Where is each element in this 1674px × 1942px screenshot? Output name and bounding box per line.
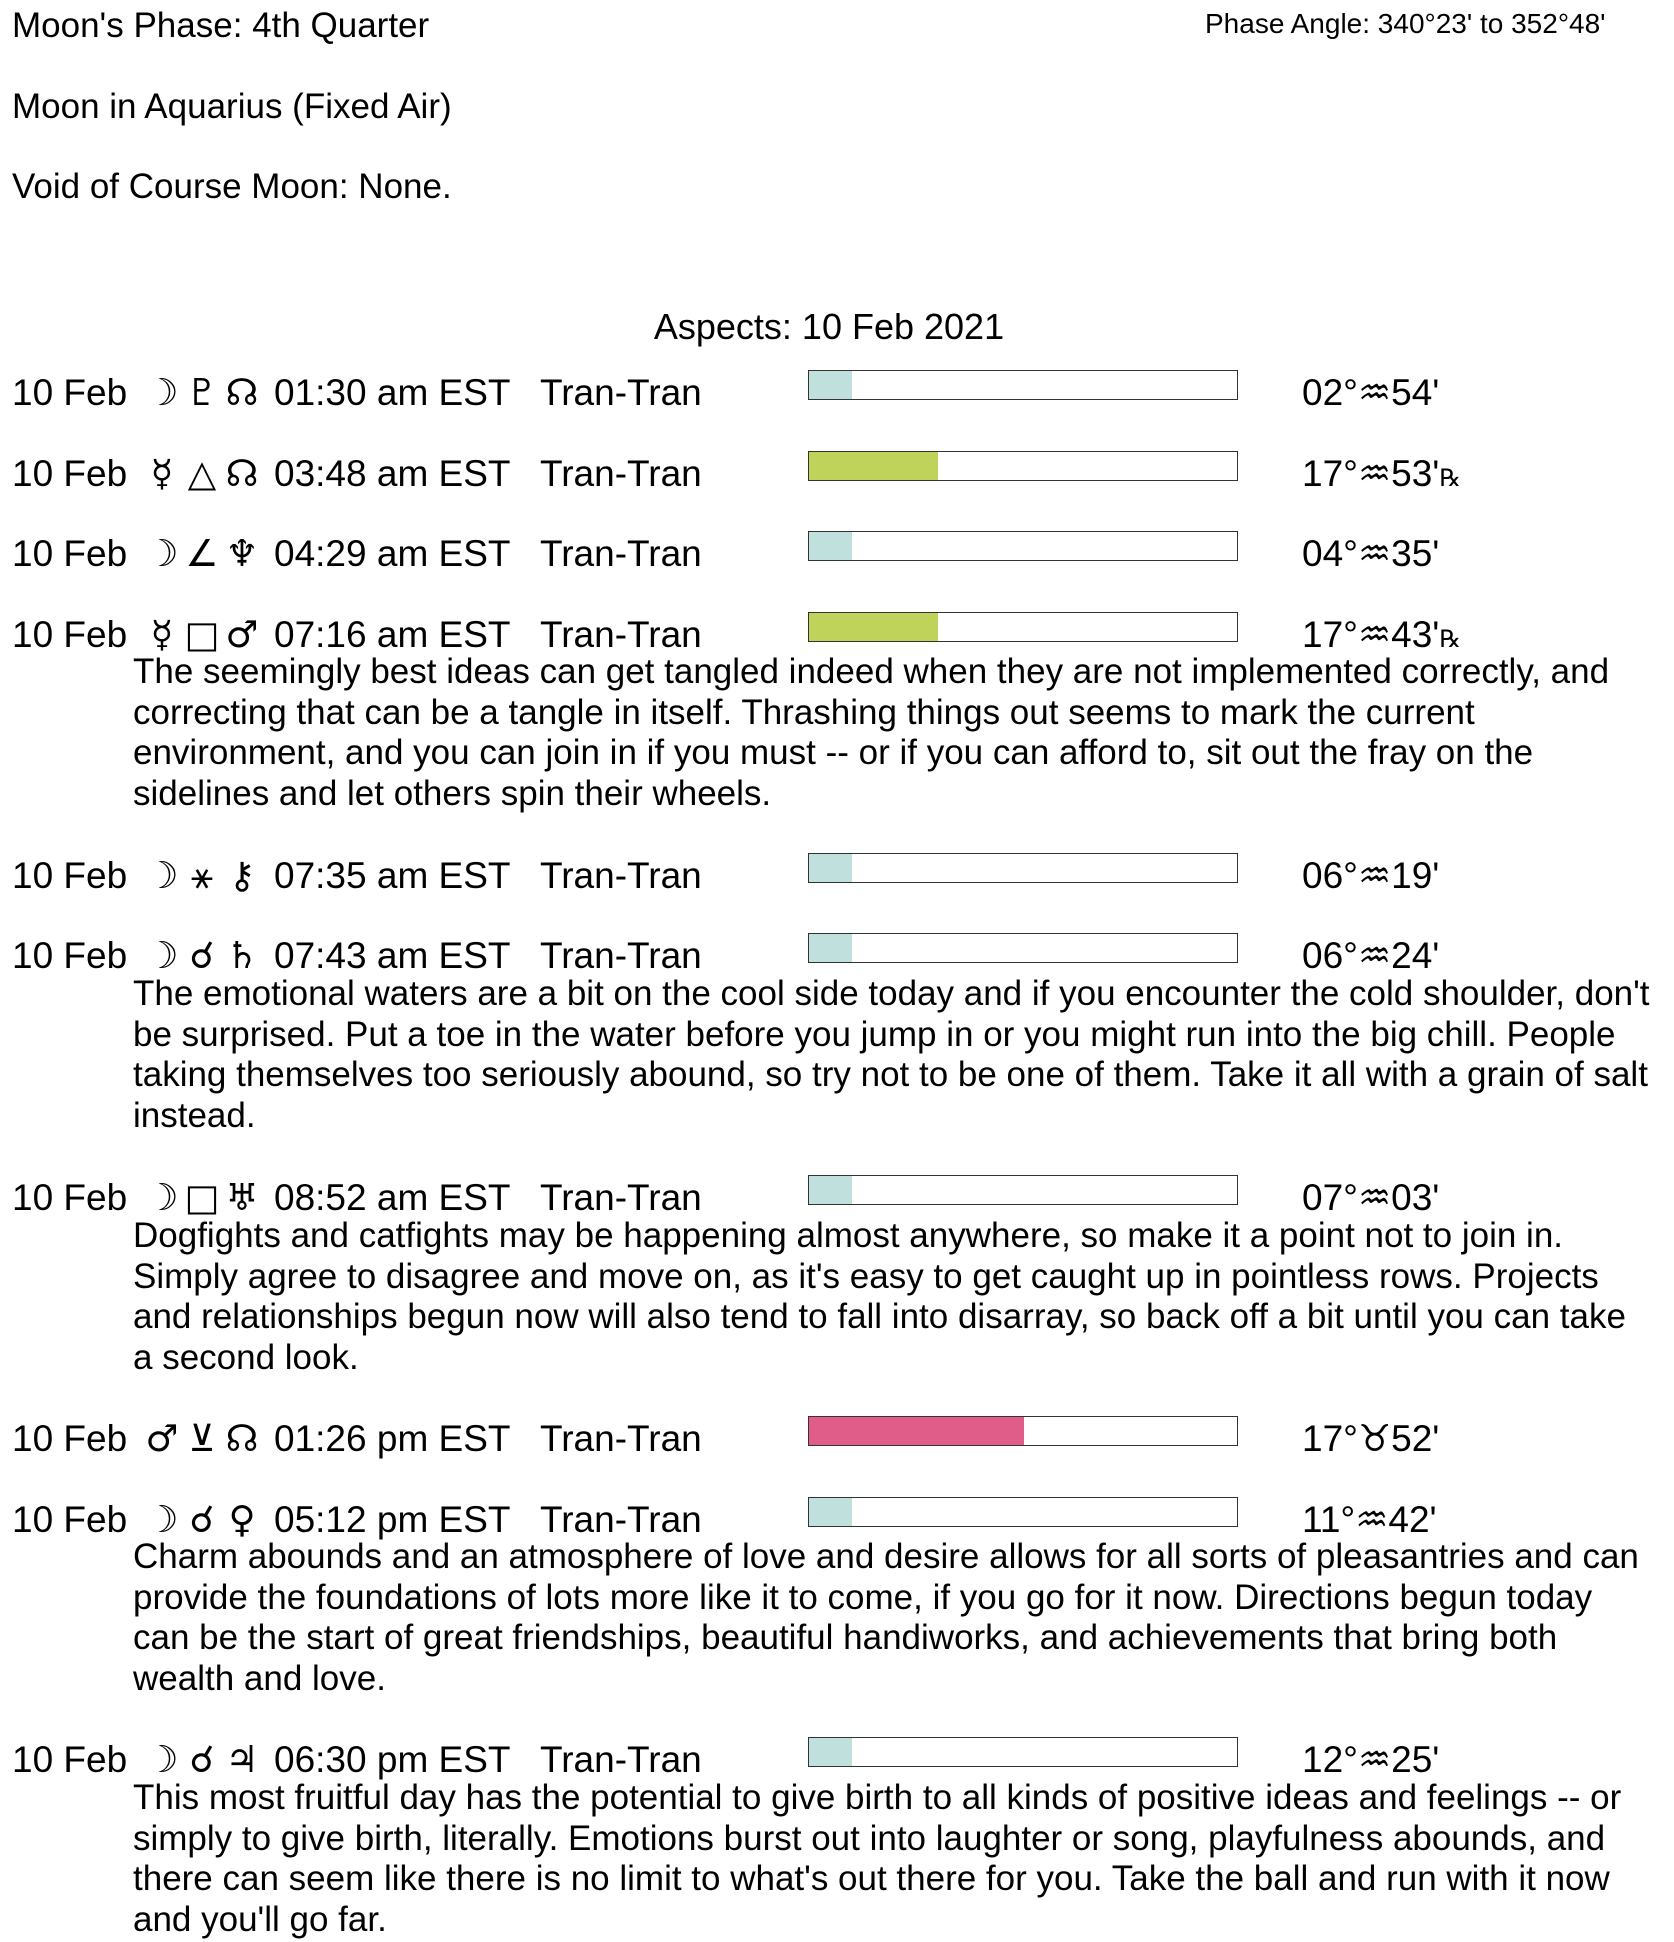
strength-bar [808,370,1238,400]
aspect-date: 10 Feb [12,453,128,494]
strength-bar-fill [809,1176,852,1204]
aspect-position [1302,1737,1439,1783]
aspect-date: 10 Feb [12,1499,128,1540]
aspect-glyphs [142,1416,268,1462]
strength-bar-fill [809,1498,852,1526]
strength-bar [808,612,1238,642]
position-text: 17°♒53' [1302,453,1440,494]
strength-bar-fill [809,613,938,641]
strength-bar [808,933,1238,963]
natal-planet-icon: ☊ [225,452,259,495]
aspect-time: 01:30 am EST [274,372,511,413]
strength-bar-fill [809,371,852,399]
aspect-time: 05:12 pm EST [274,1499,511,1540]
aspects-title: Aspects: 10 Feb 2021 [653,306,1005,347]
position-text: 12°♒25' [1302,1739,1440,1780]
aspect-symbol-icon: ☌ [189,934,215,977]
natal-planet-icon: ☊ [225,1417,259,1460]
aspect-position [1302,451,1461,501]
aspect-symbol-icon: □ [184,613,220,656]
strength-bar [808,1175,1238,1205]
strength-bar [808,1737,1238,1767]
aspect-glyphs [142,933,268,979]
aspect-position [1302,853,1439,899]
aspect-type: Tran-Tran [540,935,702,976]
aspect-symbol-icon: ♇ [185,371,219,414]
aspect-type: Tran-Tran [540,372,702,413]
natal-planet-icon: ♆ [225,532,259,575]
aspect-glyphs [142,853,268,899]
aspect-description: The seemingly best ideas can get tangled indeed when they are not implemented correctly, and correcting that can be a tangle in itself. Thrashing things out seems to mark the current environment, and you can join in if you must -- or if you can afford to, sit out the fray on the sidelines and let others spin their wheels. [133,652,1610,813]
strength-bar-fill [809,854,852,882]
strength-bar-fill [809,1738,852,1766]
aspect-type: Tran-Tran [540,1177,702,1218]
aspect-time: 04:29 am EST [274,533,511,574]
aspect-glyphs [142,1737,268,1783]
aspect-type: Tran-Tran [540,533,702,574]
aspect-symbol-icon: ∠ [185,532,219,575]
position-text: 04°♒35' [1302,533,1440,574]
transit-planet-icon: ♂ [145,1417,179,1460]
aspect-time: 08:52 am EST [274,1177,511,1218]
aspect-position [1302,933,1439,979]
strength-bar [808,451,1238,481]
aspect-type: Tran-Tran [540,614,702,655]
position-text: 06°♒19' [1302,855,1440,896]
transit-planet-icon: ☽ [145,371,179,414]
transit-planet-icon: ☽ [145,854,179,897]
aspect-description: This most fruitful day has the potential to give birth to all kinds of positive ideas and feelings -- or simply to give birth, literally. Emotions burst out into laughter or song, playfulness abounds, and there can seem like there is no limit to what's out there for you. Take the ball and run with it now and you'll go far. [133,1778,1622,1939]
strength-bar-fill [809,452,938,480]
aspect-description: The emotional waters are a bit on the cool side today and if you encounter the cold shoulder, don't be surprised. Put a toe in the water before you jump in or you might run into the big chill. People taking themselves too seriously abound, so try not to be one of them. Take it all with a grain of salt instead. [133,974,1650,1135]
transit-planet-icon: ☽ [145,532,179,575]
aspect-position [1302,370,1439,416]
transit-planet-icon: ☿ [150,452,174,495]
natal-planet-icon: ☊ [225,371,259,414]
aspect-type: Tran-Tran [540,1739,702,1780]
aspect-description: Charm abounds and an atmosphere of love and desire allows for all sorts of pleasantries and can provide the foundations of lots more like it to come, if you go for it now. Directions begun today can be the start of great friendships, beautiful handiworks, and achievements that bring both wealth and love. [133,1537,1639,1698]
aspect-description: Dogfights and catfights may be happening almost anywhere, so make it a point not to join in. Simply agree to disagree and move on, as it's easy to get caught up in pointless rows. Projects and relationships begun now will also tend to fall into disarray, so back off a bit until you can take a second look. [133,1216,1626,1377]
aspect-time: 07:35 am EST [274,855,511,896]
aspect-date: 10 Feb [12,1418,128,1459]
aspect-glyphs [142,451,268,497]
retrograde-icon: ℞ [1439,464,1461,492]
retrograde-icon: ℞ [1439,625,1461,653]
strength-bar-fill [809,532,852,560]
aspect-row [0,853,1674,901]
aspect-symbol-icon: ⚹ [190,854,214,897]
aspect-type: Tran-Tran [540,855,702,896]
aspect-symbol-icon: □ [184,1176,220,1219]
strength-bar-fill [809,1417,1024,1445]
aspect-symbol-icon: ☌ [189,1738,215,1781]
aspect-row [0,531,1674,579]
aspect-type: Tran-Tran [540,1499,702,1540]
natal-planet-icon: ♂ [225,613,259,656]
aspect-type: Tran-Tran [540,453,702,494]
transit-planet-icon: ☽ [145,1498,179,1541]
aspect-date: 10 Feb [12,935,128,976]
aspect-symbol-icon: ⊻ [188,1417,216,1460]
position-text: 07°♒03' [1302,1177,1440,1218]
aspect-time: 07:43 am EST [274,935,511,976]
aspect-date: 10 Feb [12,614,128,655]
natal-planet-icon: ♄ [225,934,259,977]
transit-planet-icon: ☽ [145,934,179,977]
natal-planet-icon: ♀ [228,1498,256,1541]
aspect-row [0,370,1674,418]
aspect-position [1302,531,1439,577]
moon-sign: Moon in Aquarius (Fixed Air) [12,87,452,126]
aspect-type: Tran-Tran [540,1418,702,1459]
aspect-glyphs [142,1175,268,1221]
aspect-glyphs [142,370,268,416]
position-text: 02°♒54' [1302,372,1440,413]
aspect-time: 01:26 pm EST [274,1418,511,1459]
aspect-date: 10 Feb [12,1739,128,1780]
aspect-time: 06:30 pm EST [274,1739,511,1780]
transit-planet-icon: ☽ [145,1176,179,1219]
strength-bar [808,853,1238,883]
position-text: 11°♒42' [1302,1499,1437,1540]
aspect-time: 03:48 am EST [274,453,511,494]
natal-planet-icon: ♅ [225,1176,259,1219]
aspect-date: 10 Feb [12,1177,128,1218]
aspect-position [1302,1175,1439,1221]
aspect-position [1302,1416,1439,1462]
aspect-symbol-icon: △ [187,452,217,495]
position-text: 06°♒24' [1302,935,1440,976]
natal-planet-icon: ⚷ [228,854,256,897]
position-text: 17°♒43' [1302,614,1440,655]
natal-planet-icon: ♃ [225,1738,259,1781]
transit-planet-icon: ☽ [145,1738,179,1781]
strength-bar [808,1416,1238,1446]
aspect-glyphs [142,531,268,577]
aspect-row [0,1416,1674,1464]
moon-phase: Moon's Phase: 4th Quarter [12,6,430,45]
strength-bar [808,531,1238,561]
strength-bar [808,1497,1238,1527]
aspect-date: 10 Feb [12,855,128,896]
position-text: 17°♉52' [1302,1418,1440,1459]
aspect-symbol-icon: ☌ [189,1498,215,1541]
aspect-row [0,451,1674,499]
aspect-date: 10 Feb [12,533,128,574]
aspect-time: 07:16 am EST [274,614,511,655]
void-of-course: Void of Course Moon: None. [12,167,452,206]
aspect-date: 10 Feb [12,372,128,413]
transit-planet-icon: ☿ [150,613,174,656]
strength-bar-fill [809,934,852,962]
phase-angle: Phase Angle: 340°23' to 352°48' [1205,8,1606,39]
